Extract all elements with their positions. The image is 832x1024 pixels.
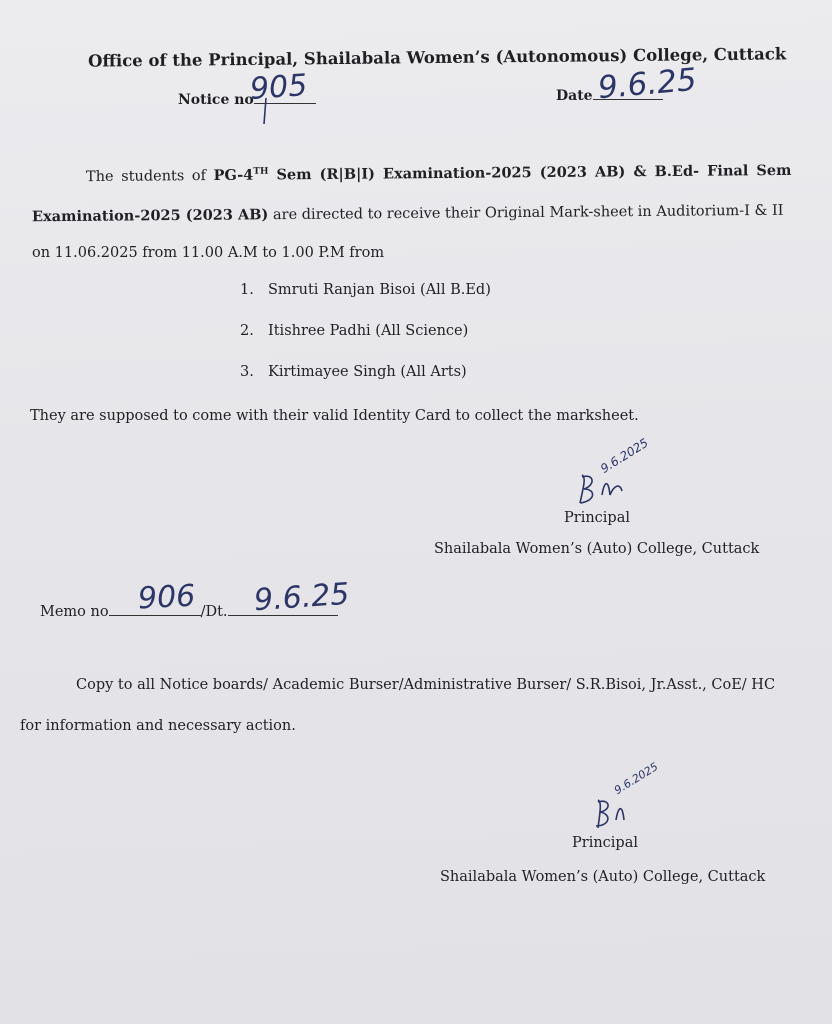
signature-1-college: Shailabala Women’s (Auto) College, Cuttack [434, 541, 760, 557]
list-item-text: Smruti Ranjan Bisoi (All B.Ed) [268, 282, 491, 298]
body-line-3: on 11.06.2025 from 11.00 A.M to 1.00 P.M from [32, 245, 385, 261]
memo-label: Memo no [40, 604, 109, 620]
signature-2-college: Shailabala Women’s (Auto) College, Cuttack [440, 869, 766, 885]
list-item-number: 1. [240, 282, 254, 298]
signature-2-title: Principal [572, 835, 638, 851]
copy-line-2: for information and necessary action. [20, 718, 296, 734]
body-line-1-bold-b: Sem (R|B|I) Examination-2025 (2023 AB) & B.Ed- Final Sem [268, 161, 792, 184]
list-item-number: 2. [240, 323, 254, 339]
list-item [240, 282, 491, 323]
document-title: Office of the Principal, Shailabala Women’s (Autonomous) College, Cuttack [87, 44, 787, 71]
pen-stroke-icon [258, 96, 274, 126]
closing-sentence: They are supposed to come with their valid Identity Card to collect the marksheet. [30, 408, 639, 424]
body-line-1-bold-a: PG-4 [213, 166, 254, 184]
list-item [240, 323, 491, 364]
copy-line-1: Copy to all Notice boards/ Academic Burser/Administrative Burser/ S.R.Bisoi, Jr.Asst., CoE/ HC [76, 677, 776, 693]
notice-label-text: Notice no [178, 92, 254, 108]
signature-1-date: 9.6.2025 [598, 435, 651, 476]
body-line-1-prefix: The students of [85, 167, 214, 186]
signature-2-date: 9.6.2025 [612, 760, 661, 798]
list-item [240, 364, 491, 405]
date-handwritten: 9.6.25 [596, 61, 698, 107]
signature-1-title: Principal [564, 510, 630, 526]
body-line-2-rest: are directed to receive their Original Mark-sheet in Auditorium-I & II [268, 202, 784, 224]
body-line-1-superscript: TH [253, 166, 269, 177]
recipient-list [240, 282, 491, 405]
list-item-text: Itishree Padhi (All Science) [268, 323, 469, 339]
body-line-1 [86, 162, 792, 185]
list-item-text: Kirtimayee Singh (All Arts) [268, 364, 467, 380]
body-line-2-bold: Examination-2025 (2023 AB) [31, 206, 269, 226]
memo-number-handwritten: 906 [137, 578, 197, 617]
memo-dt-label: /Dt. [200, 604, 228, 620]
body-line-2 [32, 202, 784, 226]
notice-number-handwritten: 905 [248, 68, 309, 107]
date-label-text: Date [556, 88, 593, 104]
list-item-number: 3. [240, 364, 254, 380]
memo-date-handwritten: 9.6.25 [252, 576, 351, 619]
